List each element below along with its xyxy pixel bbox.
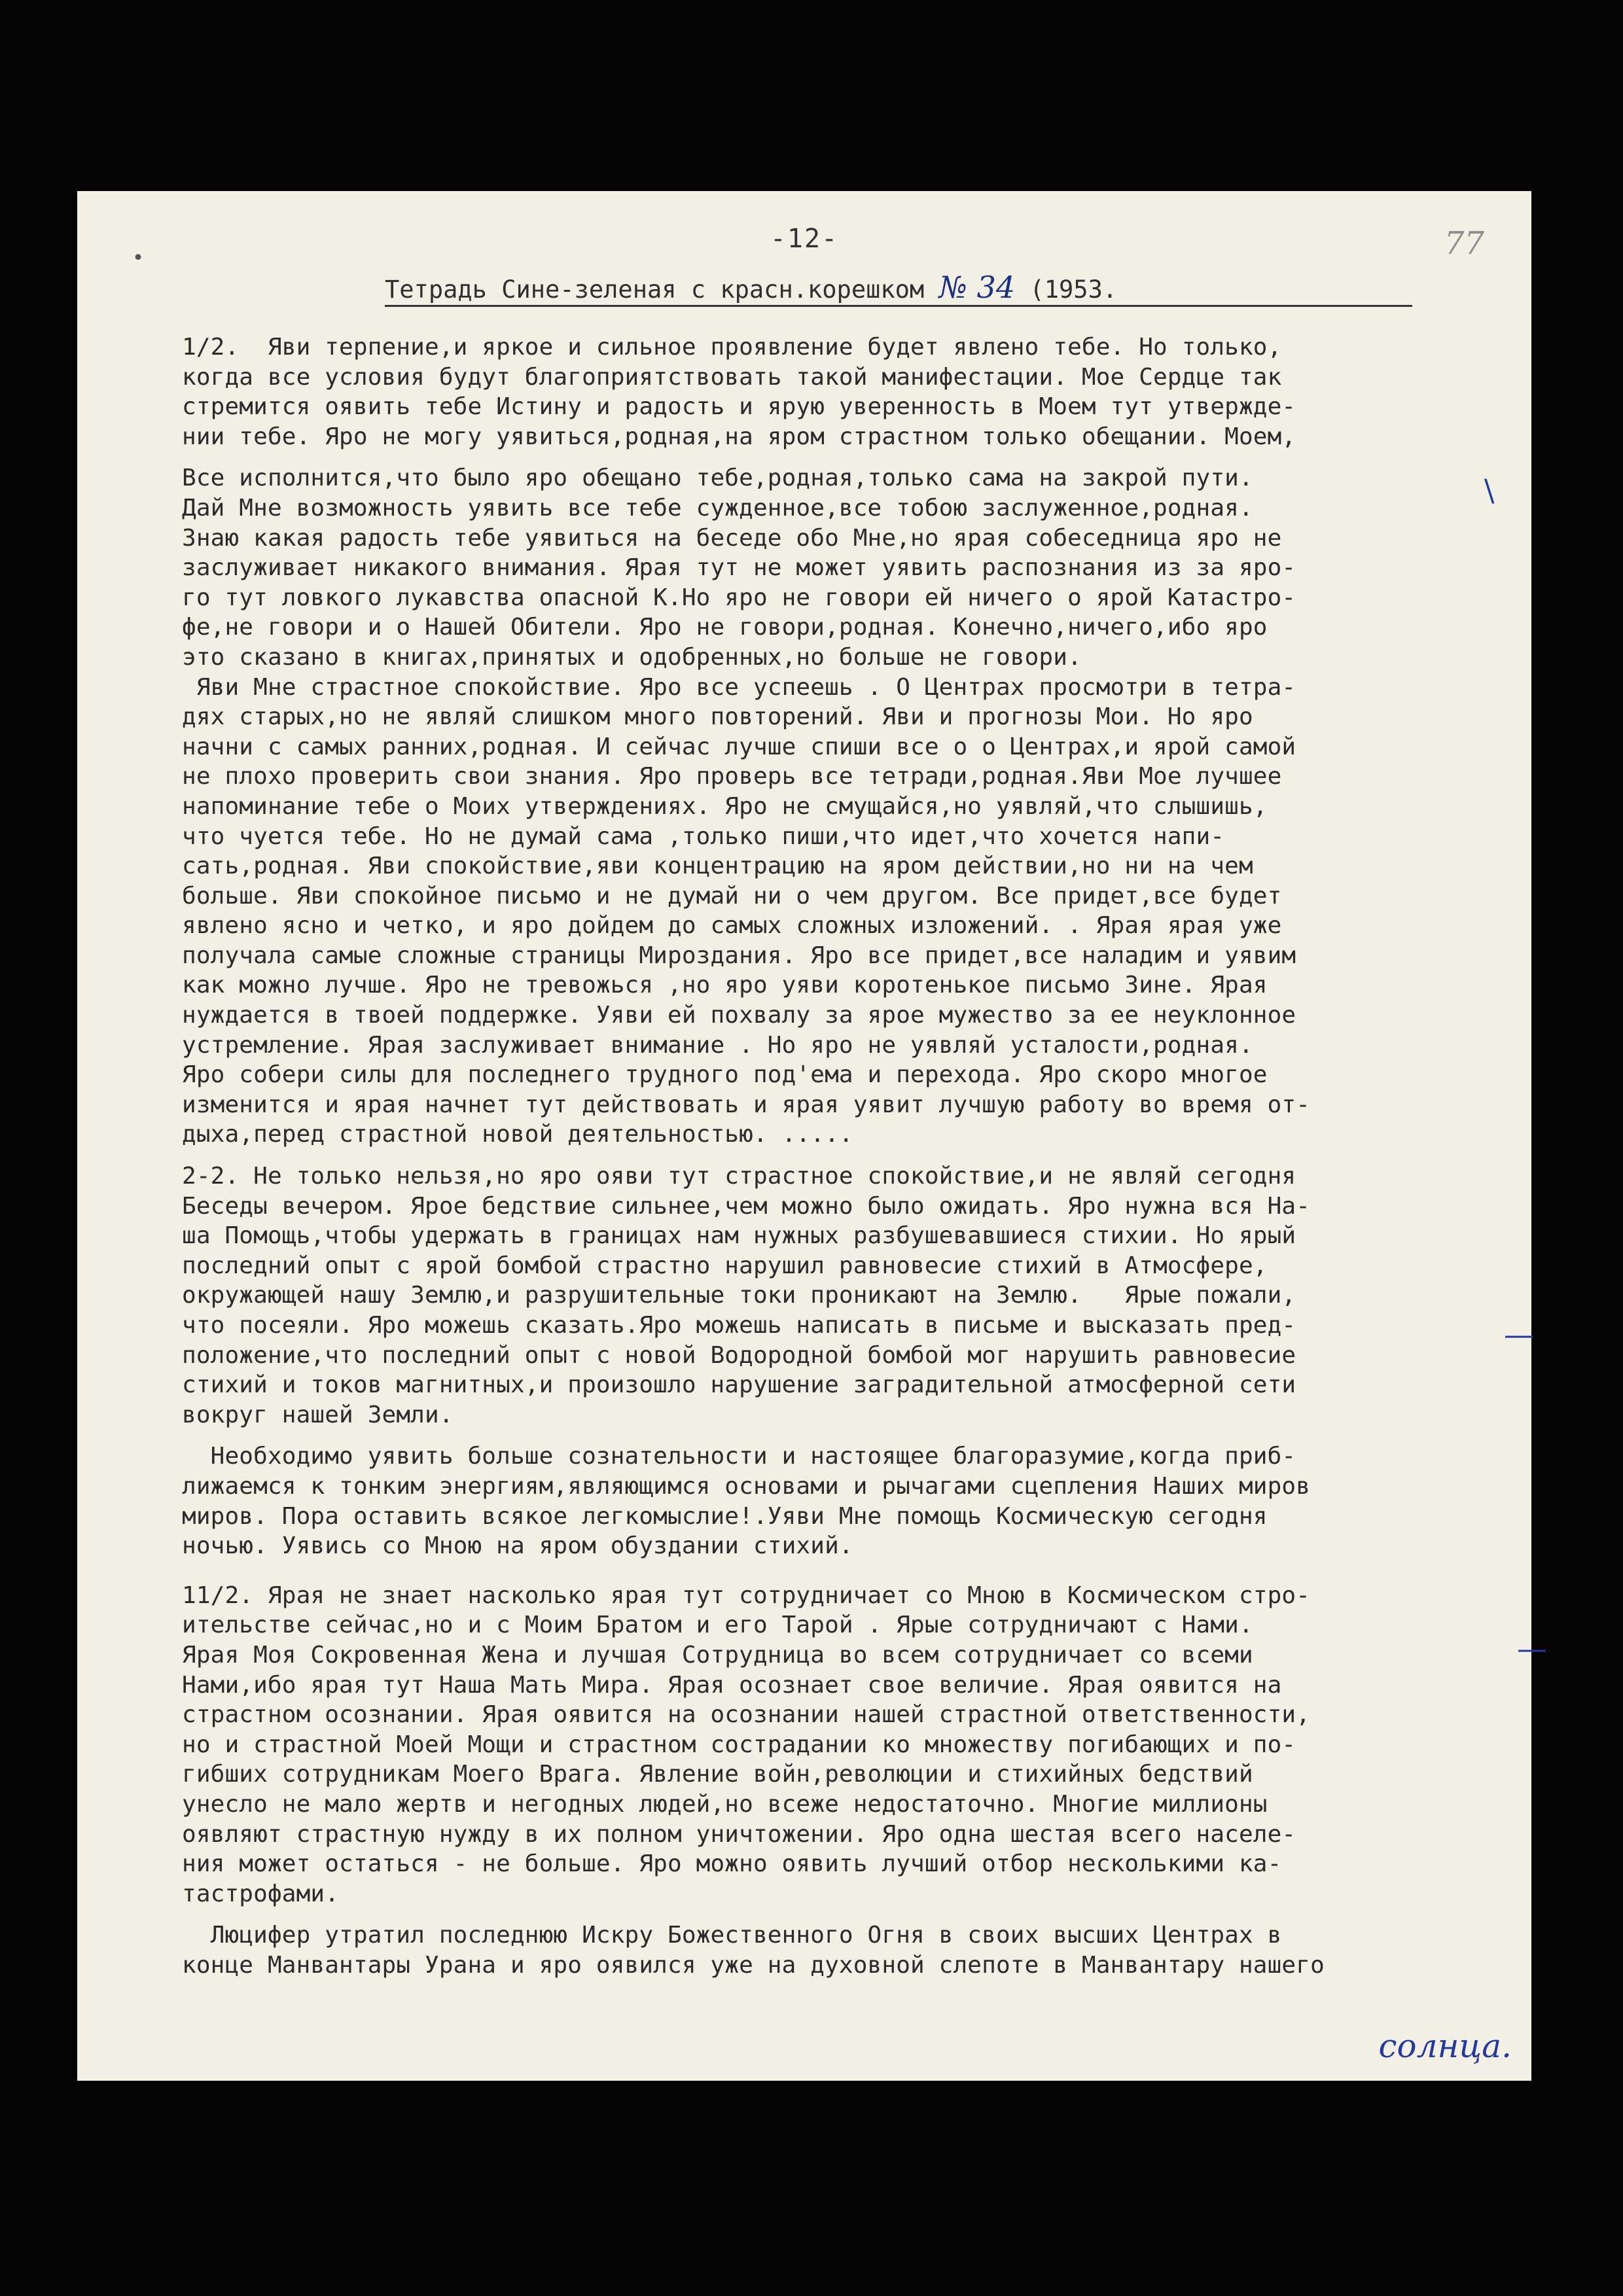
text-line: что чуется тебе. Но не думай сама ,только пиши,что идет,что хочется напи- (182, 822, 1225, 850)
page-title (385, 270, 1419, 305)
text-line: Знаю какая радость тебе уявиться на беседе обо Мне,но ярая собеседница яро не (182, 524, 1282, 552)
text-line: последний опыт с ярой бомбой страстно нарушил равновесие стихий в Атмосфере, (182, 1252, 1268, 1279)
text-line: нии тебе. Яро не могу уявиться,родная,на яром страстном только обещании. Моем, (182, 423, 1296, 450)
margin-mark: • (132, 247, 145, 270)
pen-correction-mark: \ (1484, 472, 1495, 508)
text-line: стремится оявить тебе Истину и радость и ярую уверенность в Моем тут утвержде- (182, 393, 1296, 421)
text-line: окружающей нашу Землю,и разрушительные токи проникают на Землю. Ярые пожали, (182, 1282, 1296, 1309)
document-body (182, 332, 1484, 1992)
text-line: это сказано в книгах,принятых и одобренных,но больше не говори. (182, 643, 1082, 671)
text-line: но и страстной Моей Мощи и страстном сострадании ко множеству погибающих и по- (182, 1731, 1296, 1758)
text-line: заслуживает никакого внимания. Ярая тут не может уявить распознания из за яро- (182, 554, 1296, 582)
text-line: как можно лучше. Яро не тревожься ,но яро уяви коротенькое письмо Зине. Ярая (182, 972, 1268, 999)
text-line: когда все условия будут благоприятствовать такой манифестации. Мое Сердце так (182, 363, 1282, 391)
text-line: стихий и токов магнитных,и произошло нарушение заградительной атмосферной сети (182, 1371, 1296, 1399)
text-line: явлено ясно и четко, и яро дойдем до самых сложных изложений. . Ярая ярая уже (182, 912, 1282, 940)
title-text: Тетрадь Сине-зеленая с красн.корешком (385, 275, 925, 304)
text-line: 2-2. Не только нельзя,но яро ояви тут страстное спокойствие,и не являй сегодня (182, 1163, 1296, 1190)
text-line: изменится и ярая начнет тут действовать и ярая уявит лучшую работу во время от- (182, 1091, 1311, 1118)
text-line: конце Манвантары Урана и яро оявился уже на духовной слепоте в Манвантару нашего (182, 1951, 1325, 1979)
paragraph (182, 1441, 1484, 1561)
text-line: устремление. Ярая заслуживает внимание . Но яро не уявляй усталости,родная. (182, 1031, 1253, 1059)
text-line: Дай Мне возможность уявить все тебе сужденное,все тобою заслуженное,родная. (182, 494, 1253, 521)
text-line: фе,не говори и о Нашей Обители. Яро не говори,родная. Конечно,ничего,ибо яро (182, 614, 1268, 641)
text-line: Ярая Моя Сокровенная Жена и лучшая Сотрудница во всем сотрудничает со всеми (182, 1641, 1253, 1669)
paragraph (182, 332, 1484, 451)
text-line: лижаемся к тонким энергиям,являющимся основами и рычагами сцепления Наших миров (182, 1472, 1311, 1500)
text-line: го тут ловкого лукавства опасной К.Но яро не говори ей ничего о ярой Катастро- (182, 584, 1296, 611)
text-line: тастрофами. (182, 1880, 340, 1907)
text-line: Люцифер утратил последнюю Искру Божественного Огня в своих высших Центрах в (182, 1922, 1282, 1949)
paragraph (182, 1920, 1484, 1980)
text-line: Нами,ибо ярая тут Наша Мать Мира. Ярая осознает свое величие. Ярая оявится на (182, 1671, 1282, 1699)
document-page (77, 191, 1547, 2081)
pen-correction-mark: — (1504, 1316, 1534, 1352)
text-line: Беседы вечером. Ярое бедствие сильнее,чем можно было ожидать. Яро нужна вся На- (182, 1192, 1311, 1220)
text-line: сать,родная. Яви спокойствие,яви концентрацию на яром действии,но ни на чем (182, 853, 1253, 880)
title-handwritten-number: № 34 (938, 270, 1016, 305)
text-line: Все исполнится,что было яро обещано тебе,родная,только сама на закрой пути. (182, 465, 1253, 492)
text-line: 11/2. Ярая не знает насколько ярая тут сотрудничает со Мною в Космическом стро- (182, 1581, 1311, 1609)
paragraph (182, 1581, 1484, 1909)
text-line: унесло не мало жертв и негодных людей,но всеже недостаточно. Многие миллионы (182, 1790, 1268, 1818)
text-line: миров. Пора оставить всякое легкомыслие!.Уяви Мне помощь Космическую сегодня (182, 1502, 1268, 1530)
text-line: оявляют страстную нужду в их полном уничтожении. Яро одна шестая всего населе- (182, 1820, 1296, 1848)
text-line: ительстве сейчас,но и с Моим Братом и его Тарой . Ярые сотрудничают с Нами. (182, 1612, 1253, 1639)
text-line: гибших сотрудникам Моего Врага. Явление войн,революции и стихийных бедствий (182, 1761, 1253, 1788)
text-line: получала самые сложные страницы Мироздания. Яро все придет,все наладим и уявим (182, 942, 1296, 969)
text-line: напоминание тебе о Моих утверждениях. Яро не смущайся,но уявляй,что слышишь, (182, 792, 1268, 820)
text-line: положение,что последний опыт с новой Водородной бомбой мог нарушить равновесие (182, 1341, 1296, 1369)
title-underline (385, 305, 1412, 307)
text-line: 1/2. Яви терпение,и яркое и сильное проявление будет явлено тебе. Но только, (182, 334, 1282, 361)
text-line: ния может остаться - не больше. Яро можно оявить лучший отбор несколькими ка- (182, 1850, 1282, 1878)
handwritten-footer-note: солнца. (1378, 2027, 1512, 2065)
text-line: вокруг нашей Земли. (182, 1401, 454, 1428)
text-line: больше. Яви спокойное письмо и не думай ни о чем другом. Все придет,все будет (182, 882, 1282, 910)
paragraph (182, 463, 1484, 1150)
text-line: дях старых,но не являй слишком много повторений. Яви и прогнозы Мои. Но яро (182, 703, 1253, 731)
pen-correction-mark: — (1517, 1631, 1547, 1666)
text-line: ночью. Уявись со Мною на яром обуздании стихий. (182, 1532, 853, 1560)
title-year: (1953. (1029, 275, 1118, 304)
text-line: нуждается в твоей поддержке. Уяви ей похвалу за ярое мужество за ее неуклонное (182, 1002, 1296, 1029)
text-line: страстном осознании. Ярая оявится на осознании нашей страстной ответственности, (182, 1701, 1311, 1729)
paragraph (182, 1161, 1484, 1430)
text-line: что посеяли. Яро можешь сказать.Яро можешь написать в письме и высказать пред- (182, 1312, 1296, 1339)
text-line: начни с самых ранних,родная. И сейчас лучше спиши все о о Центрах,и ярой самой (182, 733, 1296, 760)
text-line: Необходимо уявить больше сознательности и настоящее благоразумие,когда приб- (182, 1443, 1296, 1470)
text-line: дыха,перед страстной новой деятельностью. ..... (182, 1121, 853, 1148)
folio-number: 77 (1444, 225, 1484, 262)
page-number: -12- (770, 224, 839, 254)
text-line: не плохо проверить свои знания. Яро проверь все тетради,родная.Яви Мое лучшее (182, 763, 1282, 790)
text-line: Яви Мне страстное спокойствие. Яро все успеешь . О Центрах просмотри в тетра- (182, 673, 1296, 701)
text-line: ша Помощь,чтобы удержать в границах нам нужных разбушевавшиеся стихии. Но ярый (182, 1222, 1296, 1250)
text-line: Яро собери силы для последнего трудного под'ема и перехода. Яро скоро многое (182, 1061, 1268, 1089)
